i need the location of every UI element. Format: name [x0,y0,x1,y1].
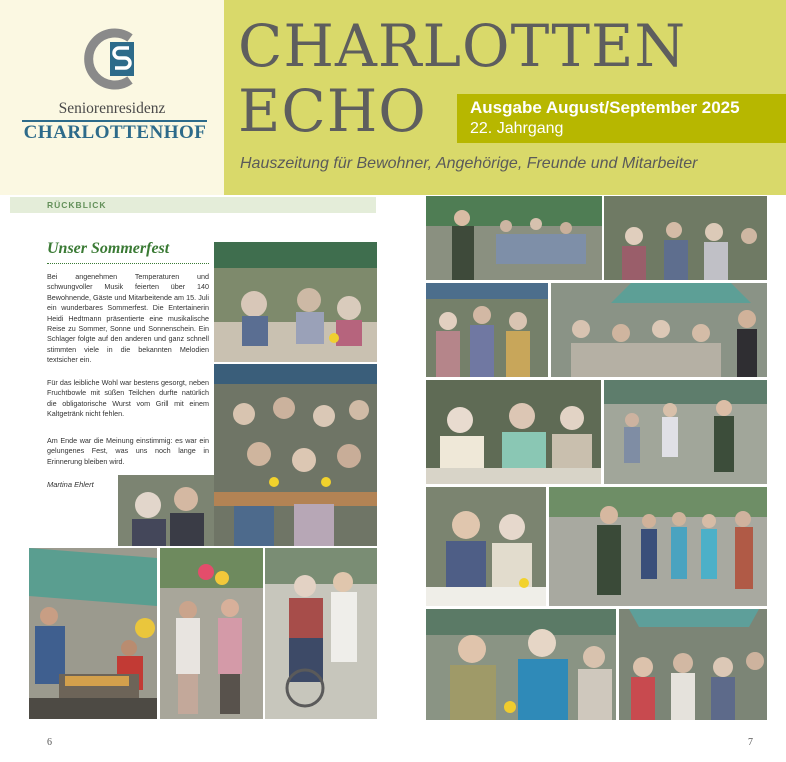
article-paragraph-3: Am Ende war die Meinung einstimmig: es war ein gelungenes Fest, was uns noch lange in Erinnerung bleiben wird. [47,436,209,466]
masthead-tagline: Hauszeitung für Bewohner, Angehörige, Freunde und Mitarbeiter [240,155,698,172]
photo-clapping-crowd [619,609,767,720]
photo-polonaise-line [604,380,767,484]
photo-grill-station [29,548,157,719]
photo-dance-group [549,487,767,606]
masthead-title-line1: CHARLOTTEN [238,12,687,80]
page-number-left: 6 [47,737,52,748]
photo-terrace-party [551,283,767,377]
article-paragraph-1: Bei angenehmen Temperaturen und schwungvoller Musik feierten über 140 Bewohnende, Gäste und Mitarbeitende am 15. Juli ein wunderbares Sommerfest. Die Entertainerin Heidi Hedtmann präsentierte eine musikalische Reise zu Sommer, Sonne und Sonnenschein. Ein Schlager folgte auf den anderen und ganz schnell stimmten viele in die bekannten Melodien textsicher ein. [47,272,209,365]
photo-three-ladies [426,380,601,484]
page-number-right: 7 [748,737,753,748]
article-title: Unser Sommerfest [47,240,170,257]
photo-wheelchair-resident [265,548,377,719]
photo-audience-wheelchairs [604,196,767,280]
residence-name-line1: Seniorenresidenz [58,100,166,117]
issue-date: Ausgabe August/September 2025 [470,98,740,117]
article-paragraph-2: Für das leibliche Wohl war bestens gesorgt, neben Fruchtbowle mit süßen Teilchen durfte natürlich die obligatorische Wurst vom Grill mit einem Kaltgetränk nicht fehlen. [47,378,209,419]
cs-logo-icon [82,28,144,90]
photo-singer-performing [426,196,602,280]
photo-dancing-residents [160,548,263,719]
residence-name-line2: CHARLOTTENHOF [23,122,207,143]
section-label: RÜCKBLICK [47,200,107,210]
photo-resident-portrait [426,609,616,720]
masthead-title-line2: ECHO [238,77,427,145]
photo-elderly-couple [118,475,214,546]
article-author: Martina Ehlert [47,480,94,489]
photo-group-seated [426,283,548,377]
photo-crowd-singing [214,364,377,546]
photo-guests-at-table [214,242,377,362]
photo-visitors-table [426,487,546,606]
issue-volume: 22. Jahrgang [470,120,564,137]
title-underline [47,263,209,264]
